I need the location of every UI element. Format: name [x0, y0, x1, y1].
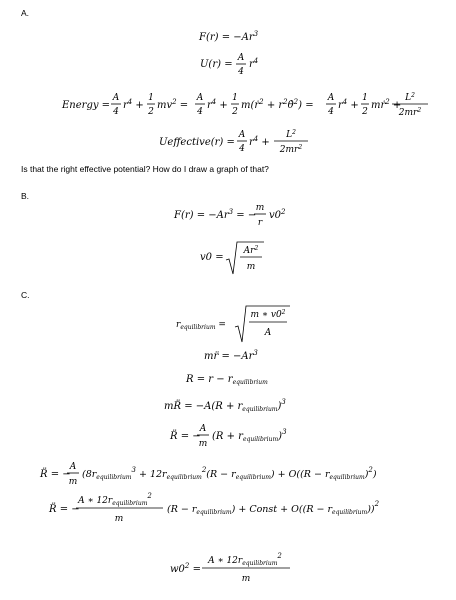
- angular-frequency-equation: [170, 551, 320, 590]
- svg-text:1: 1: [232, 93, 238, 103]
- svg-text:Ar2: Ar$^2$: [243, 245, 259, 256]
- svg-text:m(ṙ2 + r2θ̇2) =: m(ṙ$^2$ + $r^2\thetȧ^2$) =: [241, 98, 314, 111]
- section-a-label: A.: [21, 8, 30, 18]
- svg-text:r4 +: $r^4$ +: [338, 98, 359, 111]
- question-text: Is that the right effective potential? How do I draw a graph of that?: [21, 164, 269, 174]
- svg-text:mv2 =: $mv^2$ =: [157, 98, 189, 111]
- svg-text:r4 +: $r^4$ +: [249, 135, 270, 148]
- energy-equation-tail: [392, 89, 432, 126]
- svg-text:requilibrium =: $r_{equilibrium}$ =: [176, 320, 226, 331]
- svg-text:r: r: [257, 218, 263, 228]
- equilibrium-radius-equation: [176, 302, 296, 349]
- svg-text:A: A: [237, 53, 245, 63]
- svg-text:r4: $r^4$: [249, 57, 259, 70]
- svg-text:r4 +: $r^4$ +: [207, 98, 228, 111]
- force-equation-a: [199, 28, 279, 47]
- svg-text:v0 =: v0 =: [200, 252, 224, 263]
- svg-text:4: 4: [328, 107, 334, 117]
- svg-text:2mr2: $2mr^2$: [279, 144, 303, 155]
- svg-text:mr̈ = −Ar3: mr̈ = $-Ar^3$: [204, 349, 258, 362]
- svg-text:Ueffective(r) =: Ueffective(r) =: [159, 137, 235, 148]
- svg-text:2: 2: [232, 107, 238, 117]
- svg-text:v02: $v0^2$: [269, 208, 286, 221]
- potential-equation-a: [200, 50, 280, 83]
- svg-text:L2: $L^2$: [405, 92, 415, 103]
- svg-text:w02 =: $w0^2$ =: [170, 562, 201, 575]
- svg-text:(R − requilibrium) + Const + O: $(R - r_{equilibrium})$ + Const + $O((R - r_{equilibrium}))^2$: [167, 500, 380, 516]
- svg-text:m: m: [241, 574, 251, 584]
- svg-text:4: 4: [238, 67, 244, 77]
- svg-text:m: m: [68, 477, 78, 487]
- svg-text:A: A: [196, 93, 204, 103]
- svg-text:2: 2: [362, 107, 368, 117]
- svg-text:m: m: [114, 514, 124, 524]
- svg-text:(R + requilibrium)3: $(R + r_{equilibrium})^3$: [212, 428, 287, 443]
- svg-text:r4 +: $r^4$ +: [123, 98, 144, 111]
- svg-text:A: A: [112, 93, 120, 103]
- svg-text:R̈ = −: R̈ = −: [40, 469, 71, 480]
- svg-text:A ∗ 12requilibrium2: A ∗ $12r_{equilibrium}^2$: [78, 492, 152, 507]
- velocity-equation: [200, 238, 270, 281]
- svg-text:4: 4: [197, 107, 203, 117]
- svg-text:m: m: [198, 439, 208, 449]
- svg-text:A: A: [264, 328, 272, 338]
- effective-potential-equation: [159, 127, 309, 162]
- svg-text:m ∗ v02: m ∗ $v0^2$: [250, 309, 286, 320]
- substitution-equation: [186, 371, 286, 390]
- svg-text:F(r) = −Ar3: $F(r) = -Ar^3$: [199, 30, 259, 43]
- svg-text:U(r) =: U(r) =: [200, 59, 233, 70]
- svg-text:m: m: [246, 262, 256, 272]
- svg-text:2mr2: $2mr^2$: [398, 107, 422, 118]
- svg-text:R̈ = −: R̈ = −: [49, 504, 80, 515]
- svg-text:4: 4: [113, 107, 119, 117]
- svg-text:A: A: [69, 462, 77, 472]
- svg-text:A ∗ 12requilibrium2: A ∗ $12r_{equilibrium}^2$: [208, 552, 282, 567]
- taylor-expansion-equation: [40, 458, 440, 495]
- svg-text:(8requilibrium3 + 12requilibri: ($8r_{equilibrium}^3 + 12r_{equilibrium}^2(R - r_{equilibrium}) + O((R - r_{equilibrium})^2)$: [82, 466, 377, 481]
- section-c-label: C.: [21, 290, 30, 300]
- newton-equation: [204, 347, 274, 366]
- svg-text:F(r) = −Ar3 = −: $F(r) = -Ar^3$ = −: [174, 208, 257, 221]
- svg-text:1: 1: [148, 93, 154, 103]
- force-equation-b: [174, 201, 294, 236]
- svg-text:R̈ = −: R̈ = −: [170, 431, 201, 442]
- svg-text:A: A: [327, 93, 335, 103]
- acceleration-equation: [170, 422, 310, 455]
- section-b-label: B.: [21, 191, 30, 201]
- svg-text:4: 4: [239, 144, 245, 154]
- svg-text:1: 1: [362, 93, 368, 103]
- svg-text:A: A: [199, 424, 207, 434]
- svg-text:m: m: [255, 203, 265, 213]
- svg-text:mR̈ = −A(R + requilibrium)3: mR̈ = $-A(R + r_{equilibrium})^3$: [164, 398, 286, 413]
- svg-text:Energy =: Energy =: [62, 100, 111, 111]
- svg-text:mṙ2 +: mṙ$^2$ +: [371, 98, 402, 111]
- linearized-equation: [49, 492, 439, 531]
- svg-text:A: A: [238, 130, 246, 140]
- reduced-equation: [164, 396, 304, 417]
- svg-text:2: 2: [148, 107, 154, 117]
- energy-equation: [62, 89, 402, 126]
- svg-text:R = r − requilibrium: $R = r - r_{equilibrium}$: [186, 374, 268, 386]
- svg-text:L2: $L^2$: [286, 129, 296, 140]
